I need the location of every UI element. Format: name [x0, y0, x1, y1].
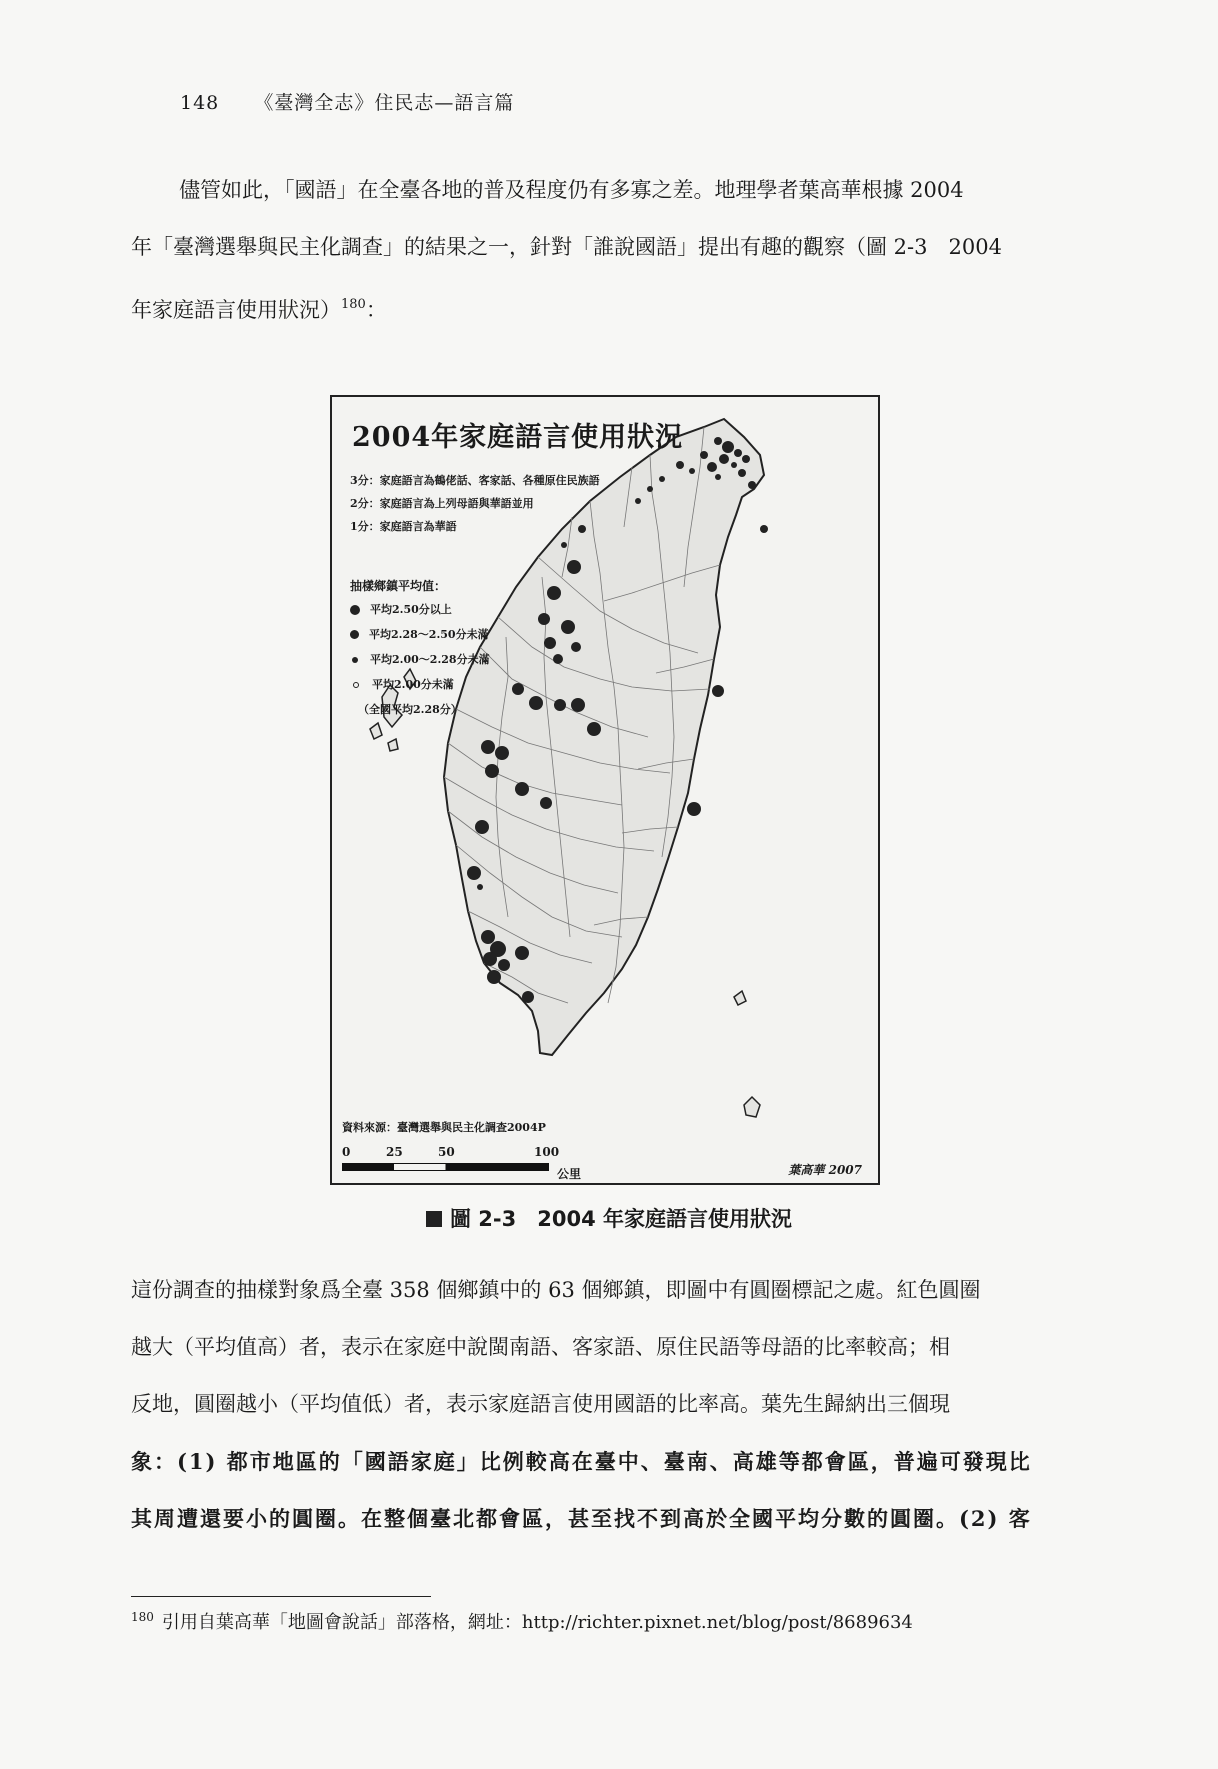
- text-line: 年「臺灣選舉與民主化調查」的結果之一，針對「誰說國語」提出有趣的觀察（圖 2-3 2004: [131, 235, 1002, 259]
- colon: ：: [365, 298, 387, 322]
- offshore-islands: [734, 991, 760, 1117]
- scale-tick: 100: [534, 1145, 560, 1159]
- legend-label: 平均2.00分未滿: [372, 678, 454, 691]
- score-3-definition: 3分：家庭語言為鶴佬話、客家話、各種原住民族語: [350, 474, 600, 487]
- legend-item: [350, 647, 490, 672]
- national-average: （全國平均2.28分）: [358, 703, 462, 716]
- caption-square-icon: [426, 1211, 442, 1227]
- footnote: [131, 1608, 913, 1634]
- caption-label: 圖 2-3: [449, 1207, 517, 1231]
- language-map-figure: [330, 395, 880, 1185]
- township-dot-small: [714, 437, 722, 445]
- book-title: 《臺灣全志》住民志—語言篇: [254, 92, 515, 114]
- text-line: 這份調查的抽樣對象爲全臺 358 個鄉鎮中的 63 個鄉鎮，即圖中有圓圈標記之處。紅色圓圈: [131, 1278, 981, 1302]
- score-1-definition: 1分：家庭語言為華語: [350, 520, 457, 533]
- discussion-paragraph: [131, 1262, 1111, 1547]
- scale-unit: 公里: [557, 1167, 582, 1181]
- data-source: 資料來源：臺灣選舉與民主化調查2004P: [342, 1121, 546, 1134]
- legend-label: 平均2.28～2.50分未滿: [369, 628, 489, 641]
- page-number: 148: [180, 92, 220, 114]
- caption-text: 2004 年家庭語言使用狀況: [537, 1207, 793, 1231]
- text-line: 反地，圓圈越小（平均值低）者，表示家庭語言使用國語的比率高。葉先生歸納出三個現: [131, 1392, 950, 1416]
- text-line-bold: 象：(1) 都市地區的「國語家庭」比例較高在臺中、臺南、高雄等都會區，普遍可發現比: [131, 1449, 1032, 1474]
- footnote-divider: [131, 1596, 431, 1597]
- legend-item: [350, 672, 490, 697]
- map-credit: 葉高華 2007: [788, 1163, 862, 1177]
- legend-dot-icon: [353, 682, 359, 688]
- score-2-definition: 2分：家庭語言為上列母語與華語並用: [350, 497, 534, 510]
- legend-label: 平均2.00～2.28分未滿: [370, 653, 490, 666]
- legend-label: 平均2.50分以上: [370, 603, 452, 616]
- intro-paragraph: [131, 162, 1111, 339]
- legend-item: [350, 622, 490, 647]
- score-definitions: [350, 469, 600, 538]
- scale-tick: 0: [342, 1145, 351, 1159]
- text-line-content: 年家庭語言使用狀況）: [131, 298, 341, 322]
- text-line: 儘管如此，「國語」在全臺各地的普及程度仍有多寡之差。地理學者葉高華根據 2004: [179, 178, 964, 202]
- scale-tick: 50: [438, 1145, 455, 1159]
- map-legend: [350, 597, 490, 722]
- text-line: 越大（平均值高）者，表示在家庭中說閩南語、客家語、原住民語等母語的比率較高；相: [131, 1335, 950, 1359]
- scale-tick: 25: [386, 1145, 403, 1159]
- legend-title: 抽樣鄉鎮平均值：: [350, 579, 447, 593]
- figure-caption: [0, 1203, 1218, 1233]
- footnote-number: 180: [131, 1610, 154, 1624]
- running-header: [180, 88, 514, 115]
- legend-item: [350, 597, 490, 622]
- text-line-bold: 其周遭還要小的圓圈。在整個臺北都會區，甚至找不到高於全國平均分數的圓圈。(2) 客: [131, 1506, 1032, 1531]
- legend-dot-icon: [350, 630, 359, 639]
- footnote-reference[interactable]: 180: [341, 297, 366, 312]
- scale-bar: [342, 1145, 560, 1175]
- footnote-text[interactable]: 引用自葉高華「地圖會說話」部落格，網址：http://richter.pixnet.net/blog/post/8689634: [161, 1612, 913, 1633]
- legend-dot-icon: [352, 657, 358, 663]
- scale-bar-graphic: [342, 1163, 549, 1171]
- legend-dot-icon: [350, 605, 360, 615]
- text-line: [131, 276, 1111, 339]
- figure-title: 2004年家庭語言使用狀況: [352, 422, 684, 453]
